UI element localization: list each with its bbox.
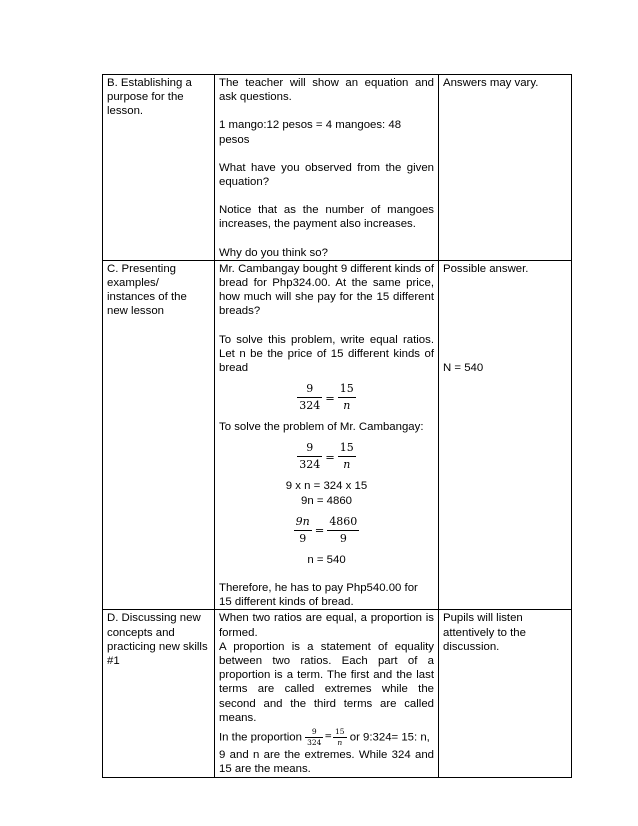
row-d-definition-1: When two ratios are equal, a proportion is formed.: [219, 612, 434, 639]
row-d-extremes-means: 9 and n are the extremes. While 324 and 15 are the means.: [219, 749, 434, 776]
row-establishing-purpose: [103, 75, 572, 261]
equation-ratio-2: $\frac{9}{324}$ = $\frac{15}{n}$: [299, 441, 354, 472]
row-d-response-cell: [439, 610, 572, 777]
row-c-answer: N = 540: [443, 362, 484, 375]
row-d-response: Pupils will listen attentively to the discussion.: [443, 612, 526, 653]
fraction-right: $\frac{15}{n}$: [339, 382, 354, 413]
row-c-problem: Mr. Cambangay bought 9 different kinds of bread for Php324.00. At the same price, how much will she pay for the 15 different breads?: [219, 262, 434, 318]
row-discussing-concepts: [103, 610, 572, 777]
row-d-label-cell: [103, 610, 215, 777]
row-b-label-cell: [103, 75, 215, 261]
row-c-label-cell: [103, 260, 215, 610]
row-c-result: n = 540: [307, 553, 346, 566]
row-b-intro: The teacher will show an equation and ask questions.: [219, 77, 434, 104]
row-d-label: D. Discussing new concepts and practicing new skills #1: [107, 612, 208, 668]
row-d-proportion-example: In the proportion $\frac{9}{324}$ = $\frac{15}{n}$ or 9:324= 15: n,: [219, 727, 430, 748]
row-d-definition-2: A proportion is a statement of equality between two ratios. Each part of a proportion is a term. The first and the last terms are called extremes while the second and the third terms are called means.: [219, 640, 434, 724]
row-c-label: C. Presenting examples/ instances of the new lesson: [107, 262, 187, 318]
row-presenting-examples: [103, 260, 572, 610]
fraction-left: $\frac{9}{324}$: [299, 441, 321, 472]
fraction-right: $\frac{15}{n}$: [339, 441, 354, 472]
row-d-content-cell: [215, 610, 439, 777]
row-c-response-cell: [439, 260, 572, 610]
fraction-left: $\frac{9}{324}$: [299, 382, 321, 413]
equation-ratio-1: $\frac{9}{324}$ = $\frac{15}{n}$: [299, 382, 354, 413]
row-c-content-cell: [215, 260, 439, 610]
row-b-response-cell: [439, 75, 572, 261]
fraction-left: $\frac{9n}{9}$: [295, 514, 310, 545]
equation-divide: $\frac{9n}{9}$ = $\frac{4860}{9}$: [295, 514, 358, 545]
row-b-question: What have you observed from the given equation?: [219, 161, 434, 189]
row-c-conclusion: Therefore, he has to pay Php540.00 for 15 different kinds of bread.: [219, 582, 418, 609]
row-b-content-cell: [215, 75, 439, 261]
row-b-notice: Notice that as the number of mangoes increases, the payment also increases.: [219, 204, 434, 231]
fraction-right: $\frac{4860}{9}$: [329, 514, 358, 545]
fraction-right: $\frac{15}{n}$: [335, 727, 345, 748]
row-c-solve-intro: To solve the problem of Mr. Cambangay:: [219, 421, 424, 434]
row-c-cross-multiply: 9 x n = 324 x 15: [285, 480, 368, 493]
lesson-plan-table: [102, 74, 572, 778]
row-c-response: Possible answer.: [443, 262, 529, 275]
row-b-label: B. Establishing a purpose for the lesson.: [107, 77, 192, 118]
row-b-response: Answers may vary.: [443, 77, 539, 89]
row-c-product: 9n = 4860: [301, 494, 352, 507]
row-b-equation: 1 mango:12 pesos = 4 mangoes: 48 pesos: [219, 119, 402, 146]
row-c-instruction: To solve this problem, write equal ratios. Let n be the price of 15 different kinds of bread: [219, 333, 434, 375]
row-b-why: Why do you think so?: [219, 246, 328, 259]
fraction-left: $\frac{9}{324}$: [307, 727, 322, 748]
